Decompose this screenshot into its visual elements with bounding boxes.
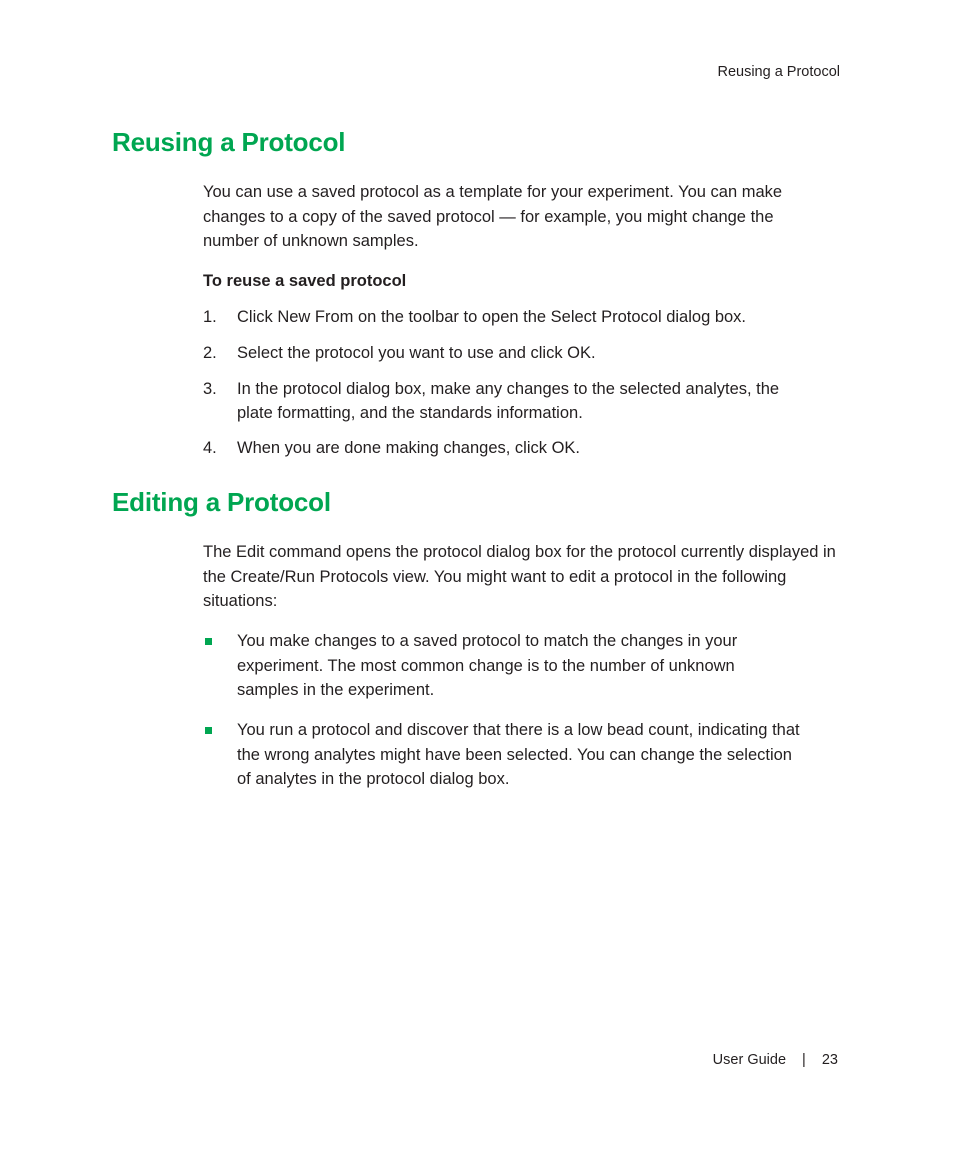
editing-intro-paragraph: The Edit command opens the protocol dialog box for the protocol currently displayed in the Create/Run Protocols view. You might want to edit a protocol in the following situations: [203, 543, 836, 610]
step-text: In the protocol dialog box, make any changes to the selected analytes, the plate formatting, and the standards information. [237, 380, 780, 422]
procedure-step [203, 306, 843, 330]
procedure-heading: To reuse a saved protocol [203, 272, 407, 290]
square-bullet-icon [205, 727, 212, 734]
running-header: Reusing a Protocol [717, 64, 840, 80]
footer-guide-label: User Guide [712, 1052, 787, 1068]
square-bullet-icon [205, 638, 212, 645]
section-title-editing: Editing a Protocol [112, 487, 331, 517]
step-number: 3. [203, 380, 217, 398]
step-number: 2. [203, 344, 217, 362]
reusing-intro-paragraph: You can use a saved protocol as a template for your experiment. You can make changes to a copy of the saved protocol — for example, you might change the number of unknown samples. [203, 183, 783, 250]
page-number: 23 [821, 1052, 838, 1068]
step-number: 4. [203, 439, 217, 457]
procedure-step [203, 378, 843, 425]
bullet-text: You run a protocol and discover that there is a low bead count, indicating that the wrong analytes might have been selected. You can change the selection of analytes in the protocol dialog box. [237, 721, 800, 788]
bullet-item [203, 629, 843, 703]
bullet-text: You make changes to a saved protocol to match the changes in your experiment. The most common change is to the number of unknown samples in the experiment. [237, 632, 738, 699]
procedure-step [203, 342, 843, 366]
section-title-reusing: Reusing a Protocol [112, 127, 346, 157]
step-number: 1. [203, 308, 217, 326]
page-footer [713, 1052, 838, 1068]
bullet-item [203, 718, 843, 792]
step-text: Select the protocol you want to use and click OK. [237, 344, 596, 362]
footer-separator: | [802, 1052, 806, 1068]
step-text: Click New From on the toolbar to open the Select Protocol dialog box. [237, 308, 747, 326]
step-text: When you are done making changes, click OK. [237, 439, 581, 457]
procedure-step [203, 437, 843, 461]
